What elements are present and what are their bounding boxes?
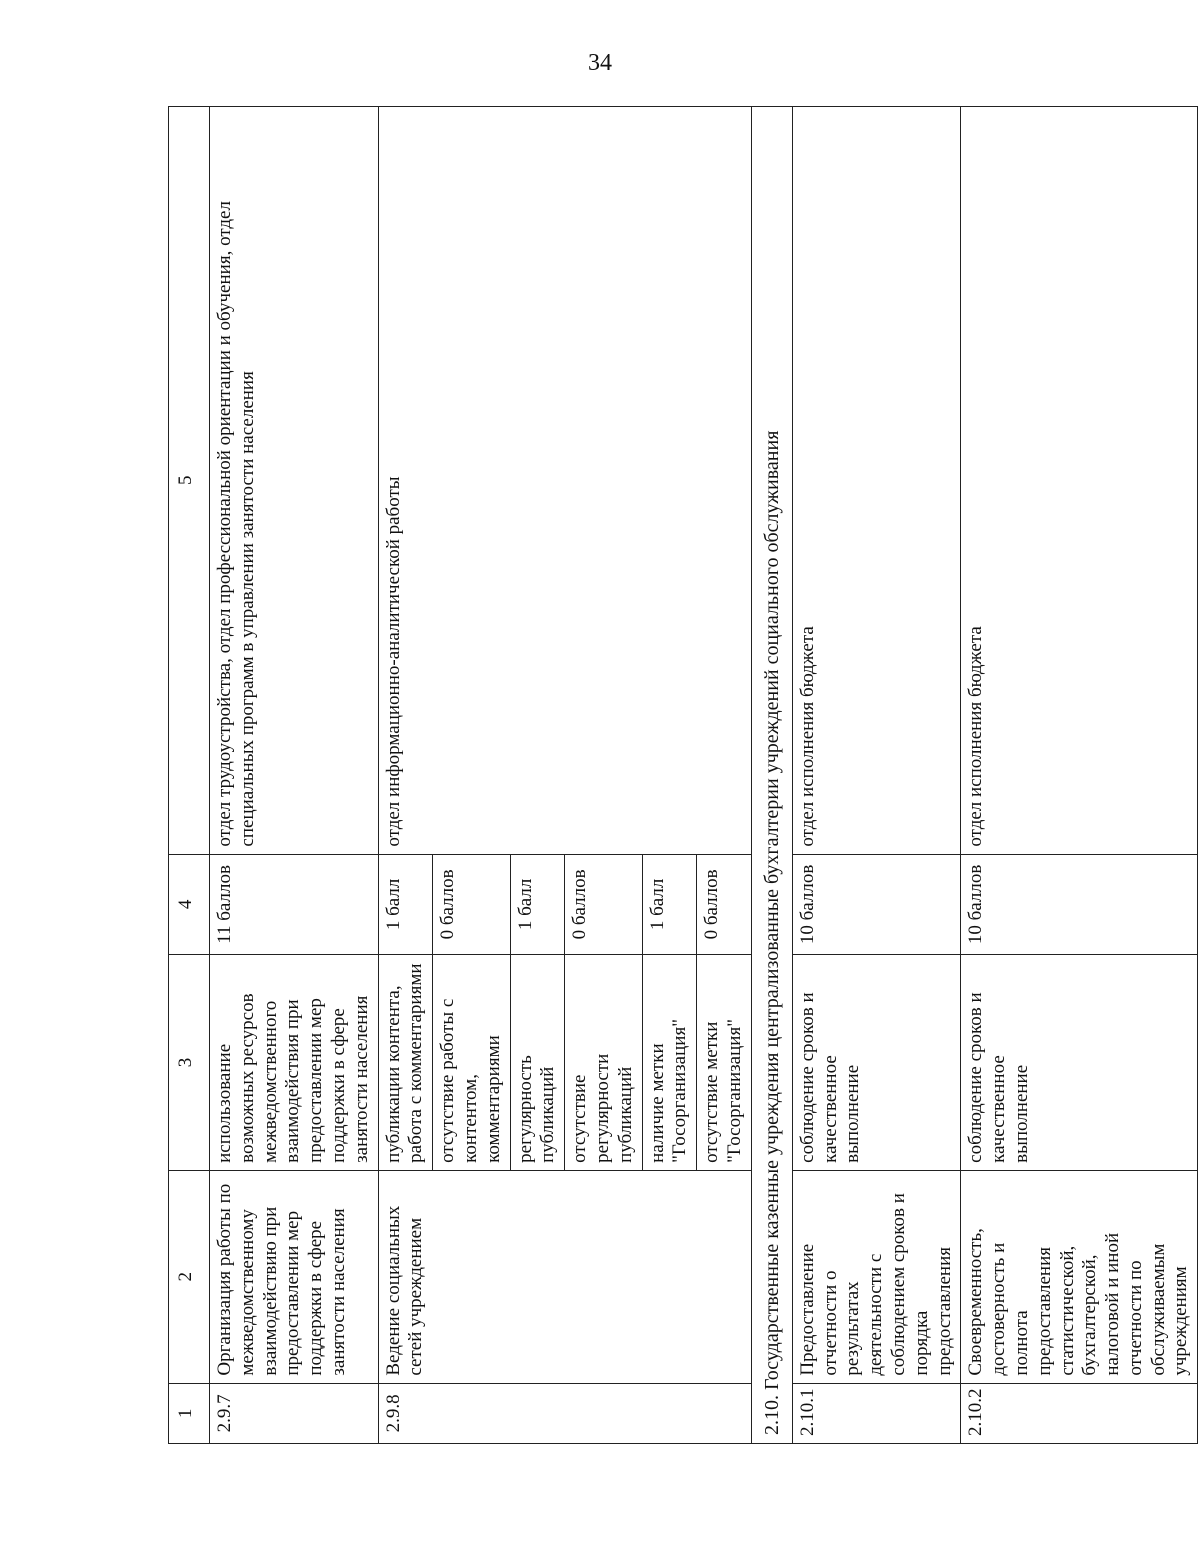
criteria-table	[168, 106, 1198, 1444]
responsible-unit: отдел исполнения бюджета	[792, 107, 961, 855]
table-row	[961, 107, 1198, 1444]
table-row	[792, 107, 961, 1444]
points: 1 балл	[378, 854, 433, 955]
indicator-name: Своевременность, достоверность и полнота предоставления статистической, бухгалтерской, налоговой и иной отчетности по обслуживаемым учреждениям	[961, 1170, 1198, 1383]
responsible-unit: отдел исполнения бюджета	[961, 107, 1198, 855]
section-heading: 2.10. Государственные казенные учреждения централизованные бухгалтерии учреждений социального обслуживания	[751, 107, 792, 1444]
points: 11 баллов	[210, 854, 379, 955]
header-col-4: 4	[169, 854, 210, 955]
header-col-3: 3	[169, 955, 210, 1171]
criteria-text: соблюдение сроков и качественное выполнение	[961, 955, 1198, 1171]
row-number: 2.9.8	[378, 1383, 751, 1443]
criteria-text: регулярность публикаций	[510, 955, 565, 1171]
points: 1 балл	[510, 854, 565, 955]
criteria-text: отсутствие работы с контентом, комментариями	[433, 955, 510, 1171]
indicator-name: Предоставление отчетности о результатах деятельности с соблюдением сроков и порядка предоставления	[792, 1170, 961, 1383]
points: 0 баллов	[433, 854, 510, 955]
criteria-text: публикации контента, работа с комментариями	[378, 955, 433, 1171]
criteria-text: наличие метки "Госорганизация"	[642, 955, 697, 1171]
table-row	[210, 107, 379, 1444]
row-number: 2.10.2	[961, 1383, 1198, 1443]
header-col-2: 2	[169, 1170, 210, 1383]
row-number: 2.9.7	[210, 1383, 379, 1443]
criteria-text: отсутствие метки "Госорганизация"	[697, 955, 752, 1171]
criteria-text: использование возможных ресурсов межведомственного взаимодействия при предоставлении мер поддержки в сфере занятости населения	[210, 955, 379, 1171]
indicator-name: Ведение социальных сетей учреждением	[378, 1170, 751, 1383]
header-col-1: 1	[169, 1383, 210, 1443]
row-number: 2.10.1	[792, 1383, 961, 1443]
table-row	[378, 107, 433, 1444]
criteria-text: соблюдение сроков и качественное выполнение	[792, 955, 961, 1171]
page-number: 34	[588, 50, 612, 76]
responsible-unit: отдел информационно-аналитической работы	[378, 107, 751, 855]
header-col-5: 5	[169, 107, 210, 855]
indicator-name: Организация работы по межведомственному взаимодействию при предоставлении мер поддержки в сфере занятости населения	[210, 1170, 379, 1383]
points: 0 баллов	[697, 854, 752, 955]
points: 10 баллов	[792, 854, 961, 955]
points: 10 баллов	[961, 854, 1198, 955]
section-row	[751, 107, 792, 1444]
header-row	[169, 107, 210, 1444]
rotated-table-container	[168, 106, 1192, 1444]
points: 0 баллов	[565, 854, 642, 955]
points: 1 балл	[642, 854, 697, 955]
criteria-text: отсутствие регулярности публикаций	[565, 955, 642, 1171]
responsible-unit: отдел трудоустройства, отдел профессиональной ориентации и обучения, отдел специальных программ в управлении занятости населения	[210, 107, 379, 855]
